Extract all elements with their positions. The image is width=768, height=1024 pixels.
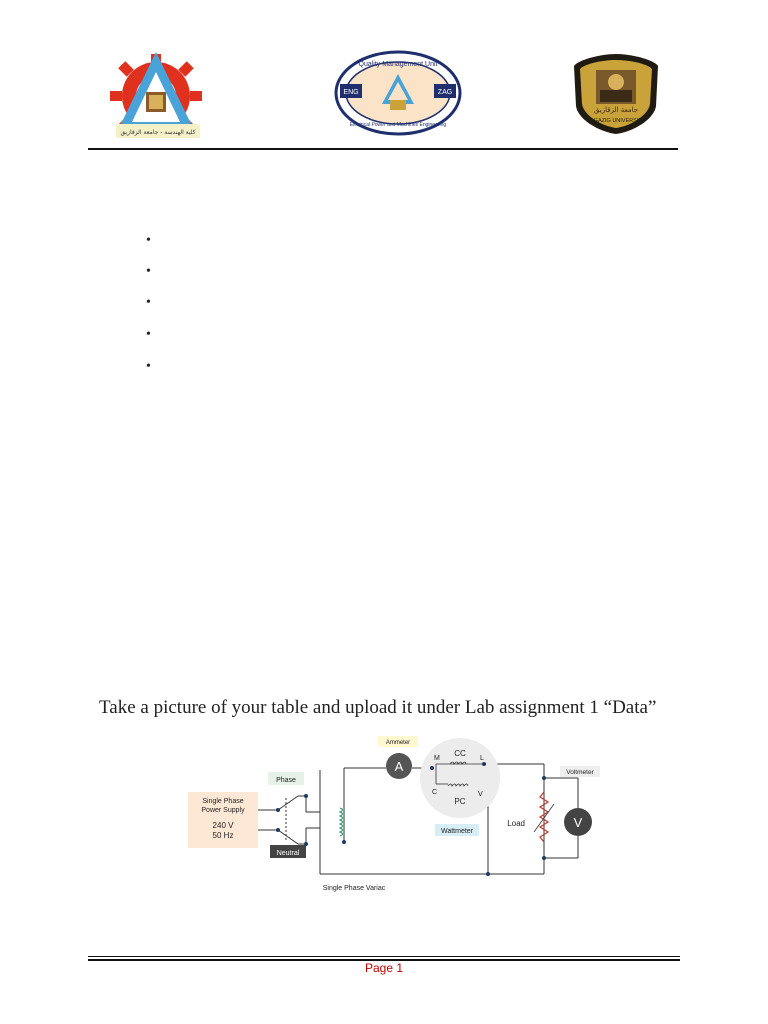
wattmeter-v: V: [478, 791, 483, 798]
bullet-item: [146, 237, 154, 245]
quality-management-unit-logo: [334, 50, 462, 136]
variac-coil: [340, 808, 343, 836]
neutral-label: Neutral: [276, 850, 300, 857]
supply-label-2: Power Supply: [201, 807, 245, 814]
voltmeter-letter: V: [573, 815, 583, 830]
ammeter-label: Ammeter: [385, 740, 411, 746]
ammeter-letter: A: [394, 759, 404, 774]
bullet-item: [146, 331, 154, 339]
svg-text:كلية الهندسة - جامعة الزقازيق: كلية الهندسة - جامعة الزقازيق: [120, 129, 196, 136]
wattmeter-pc: PC: [454, 797, 466, 806]
variac-label: Single Phase Variac: [322, 885, 386, 892]
phase-label: Phase: [276, 777, 296, 784]
voltmeter-label: Voltmeter: [566, 769, 594, 776]
wattmeter-label: Wattmeter: [440, 828, 474, 835]
svg-text:ENG: ENG: [343, 89, 359, 96]
wattmeter-l: L: [480, 755, 484, 762]
svg-text:ZAGAZIG UNIVERSITY: ZAGAZIG UNIVERSITY: [586, 118, 646, 124]
supply-frequency: 50 Hz: [212, 831, 234, 840]
footer-rule: [88, 956, 680, 957]
svg-text:ZAG: ZAG: [437, 89, 453, 96]
zagazig-university-logo: [570, 52, 662, 136]
instruction-text: Take a picture of your table and upload it under Lab assignment 1 “Data”: [99, 697, 657, 718]
bullet-item: [146, 268, 154, 276]
wattmeter-cc: CC: [454, 749, 466, 758]
page-number: Page 1: [364, 961, 404, 975]
load-label: Load: [507, 819, 525, 828]
bullet-item: [146, 299, 154, 307]
engineering-faculty-logo: [96, 50, 216, 146]
supply-voltage: 240 V: [212, 821, 234, 830]
header-rule: [88, 148, 678, 150]
svg-text:Electrical Power and Machines: Electrical Power and Machines Engineering: [349, 122, 447, 128]
svg-text:Quality Management Unit: Quality Management Unit: [358, 61, 438, 68]
wattmeter-m: M: [434, 755, 440, 762]
circuit-diagram: [180, 732, 610, 896]
supply-label-1: Single Phase: [202, 798, 244, 805]
bullet-item: [146, 363, 154, 371]
svg-text:جامعة الزقازيق: جامعة الزقازيق: [593, 106, 639, 114]
wattmeter-c: C: [432, 789, 438, 796]
